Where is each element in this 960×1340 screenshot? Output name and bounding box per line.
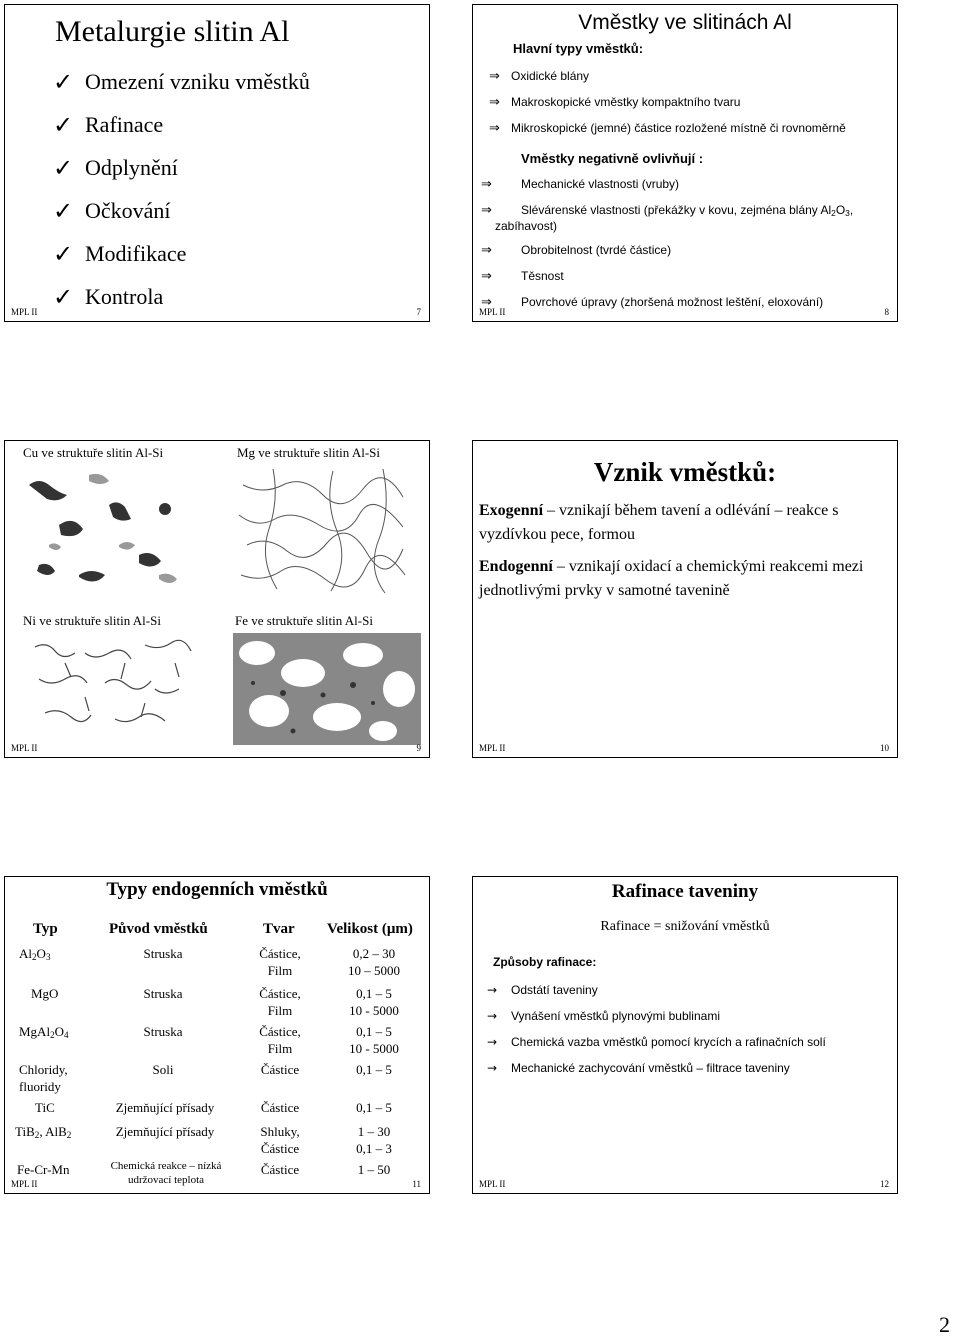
list-item: ✓ Odplynění: [53, 153, 178, 182]
ni-label: Ni ve struktuře slitin Al-Si: [23, 613, 161, 628]
double-arrow-icon: ⇒: [481, 177, 492, 192]
table-cell: 0,1 – 5: [356, 1100, 392, 1115]
table-cell: 1 – 30 0,1 – 3: [356, 1124, 392, 1156]
table-cell: Částice, Film: [259, 1024, 301, 1056]
slide-number: 9: [416, 743, 421, 753]
slide-number: 11: [412, 1179, 421, 1189]
ni-micrograph: [25, 633, 203, 741]
slide-subtitle: Rafinace = snižování vměstků: [600, 919, 770, 934]
table-cell: $MgAl_2O_4$: [19, 1024, 69, 1040]
slide-title: Vznik vměstků:: [593, 457, 777, 487]
list-item: ✓ Kontrola: [53, 282, 164, 311]
table-cell: Chemická reakce – nízká udržovací teplota: [110, 1160, 222, 1186]
list-item: → Vynášení vměstků plynovými bublinami: [487, 1009, 720, 1023]
double-arrow-icon: ⇒: [481, 269, 492, 284]
table-cell: Zjemňující přísady: [115, 1100, 215, 1115]
table-cell: 0,1 – 5 10 - 5000: [349, 1024, 399, 1056]
arrow-icon: →: [487, 1035, 498, 1049]
slide-number: 12: [880, 1179, 889, 1189]
slide-footer: MPL II: [479, 307, 506, 317]
check-icon: ✓: [53, 282, 74, 311]
section-heading: Způsoby rafinace:: [493, 955, 597, 969]
mg-label: Mg ve struktuře slitin Al-Si: [237, 445, 380, 460]
slide-8: [472, 4, 898, 322]
table-cell: Chloridy, fluoridy: [19, 1062, 68, 1094]
check-icon: ✓: [53, 239, 74, 268]
table-cell: Částice, Film: [259, 986, 301, 1018]
list-item: → Mechanické zachycování vměstků – filtrace taveniny: [487, 1061, 790, 1075]
double-arrow-icon: ⇒: [481, 203, 492, 218]
slide-7: [4, 4, 430, 322]
col-header-typ: Typ: [33, 921, 58, 937]
table-cell: Shluky, Částice: [260, 1124, 300, 1156]
table-cell: 1 – 50: [357, 1162, 391, 1177]
endogenous-paragraph: Endogenní – vznikají oxidací a chemickými reakcemi mezi jednotlivými prvky v samotné tavenině: [479, 558, 864, 599]
list-item: ⇒ Obrobitelnost (tvrdé částice): [481, 243, 672, 258]
arrow-icon: →: [487, 1061, 498, 1075]
exogenous-paragraph: Exogenní – vznikají během tavení a odlévání – reakce s vyzdívkou pece, formou: [479, 502, 839, 543]
table-cell: Zjemňující přísady: [115, 1124, 215, 1139]
check-icon: ✓: [53, 196, 74, 225]
list-item: ✓ Modifikace: [53, 239, 187, 268]
section-heading: Vměstky negativně ovlivňují :: [521, 151, 704, 166]
table-cell: Struska: [143, 1024, 183, 1039]
list-item: ⇒ Slévárenské vlastnosti (překážky v kovu, zejména blány $Al_2O_3$,: [481, 203, 854, 218]
list-item: ⇒ Mechanické vlastnosti (vruby): [481, 177, 680, 192]
slide-footer: MPL II: [11, 307, 38, 317]
list-item: ⇒ Oxidické blány: [489, 69, 590, 84]
cu-label: Cu ve struktuře slitin Al-Si: [23, 445, 164, 460]
table-cell: Fe-Cr-Mn: [17, 1162, 70, 1177]
table-cell: Částice: [260, 1062, 300, 1077]
mg-micrograph: [233, 465, 409, 597]
table-cell: TiB$_2$, AlB$_2$: [15, 1124, 72, 1140]
section-heading: Hlavní typy vměstků:: [513, 41, 644, 56]
page-number: 2: [939, 1312, 950, 1337]
list-item: ✓ Omezení vzniku vměstků: [53, 67, 310, 96]
table-cell: TiC: [35, 1100, 55, 1115]
slide-title: Metalurgie slitin Al: [55, 15, 290, 48]
col-header-puvod: Původ vměstků: [109, 921, 208, 937]
double-arrow-icon: ⇒: [481, 295, 492, 310]
slide-footer: MPL II: [11, 1179, 38, 1189]
table-cell: 0,1 – 5: [356, 1062, 392, 1077]
double-arrow-icon: ⇒: [489, 121, 500, 136]
slide-number: 10: [880, 743, 889, 753]
double-arrow-icon: ⇒: [489, 69, 500, 84]
fe-micrograph: [233, 633, 421, 745]
slide-footer: MPL II: [479, 1179, 506, 1189]
check-icon: ✓: [53, 153, 74, 182]
fe-label: Fe ve struktuře slitin Al-Si: [235, 613, 373, 628]
double-arrow-icon: ⇒: [481, 243, 492, 258]
arrow-icon: →: [487, 983, 498, 997]
table-cell: 0,2 – 30 10 – 5000: [348, 946, 400, 978]
list-item: ⇒ Těsnost: [481, 269, 564, 284]
table-cell: Částice, Film: [259, 946, 301, 978]
list-item: ✓ Očkování: [53, 196, 171, 225]
table-cell: $Al_2O_3$: [19, 946, 51, 962]
table-cell: 0,1 – 5 10 - 5000: [349, 986, 399, 1018]
topic-list: [53, 60, 310, 318]
table-cell: Struska: [143, 986, 183, 1001]
cu-micrograph: [19, 465, 191, 597]
table-cell: Struska: [143, 946, 183, 961]
slide-number: 7: [416, 307, 421, 317]
slide-title: Vměstky ve slitinách Al: [578, 11, 792, 34]
slide-11: [4, 876, 430, 1194]
list-item: ⇒ Makroskopické vměstky kompaktního tvaru: [489, 95, 741, 110]
table-cell: MgO: [31, 986, 59, 1001]
col-header-velikost: Velikost (μm): [327, 921, 413, 937]
list-item: → Chemická vazba vměstků pomocí krycích a rafinačních solí: [487, 1035, 826, 1049]
double-arrow-icon: ⇒: [489, 95, 500, 110]
check-icon: ✓: [53, 110, 74, 139]
list-item-continuation: zabíhavost): [495, 219, 558, 233]
check-icon: ✓: [53, 67, 74, 96]
slide-12: [472, 876, 898, 1194]
table-cell: Soli: [152, 1062, 174, 1077]
table-cell: Částice: [260, 1100, 300, 1115]
table-cell: Částice: [260, 1162, 300, 1177]
slide-title: Typy endogenních vměstků: [106, 879, 328, 900]
slide-number: 8: [884, 307, 889, 317]
list-item: ⇒ Mikroskopické (jemné) částice rozložené místně či rovnoměrně: [489, 121, 846, 136]
slide-title: Rafinace taveniny: [611, 881, 759, 902]
col-header-tvar: Tvar: [263, 921, 295, 937]
list-item: ⇒ Povrchové úpravy (zhoršená možnost leštění, eloxování): [481, 295, 824, 310]
slide-10: [472, 440, 898, 758]
slide-9: [4, 440, 430, 758]
arrow-icon: →: [487, 1009, 498, 1023]
list-item: → Odstátí taveniny: [487, 983, 598, 997]
slide-footer: MPL II: [11, 743, 38, 753]
slide-footer: MPL II: [479, 743, 506, 753]
list-item: ✓ Rafinace: [53, 110, 164, 139]
